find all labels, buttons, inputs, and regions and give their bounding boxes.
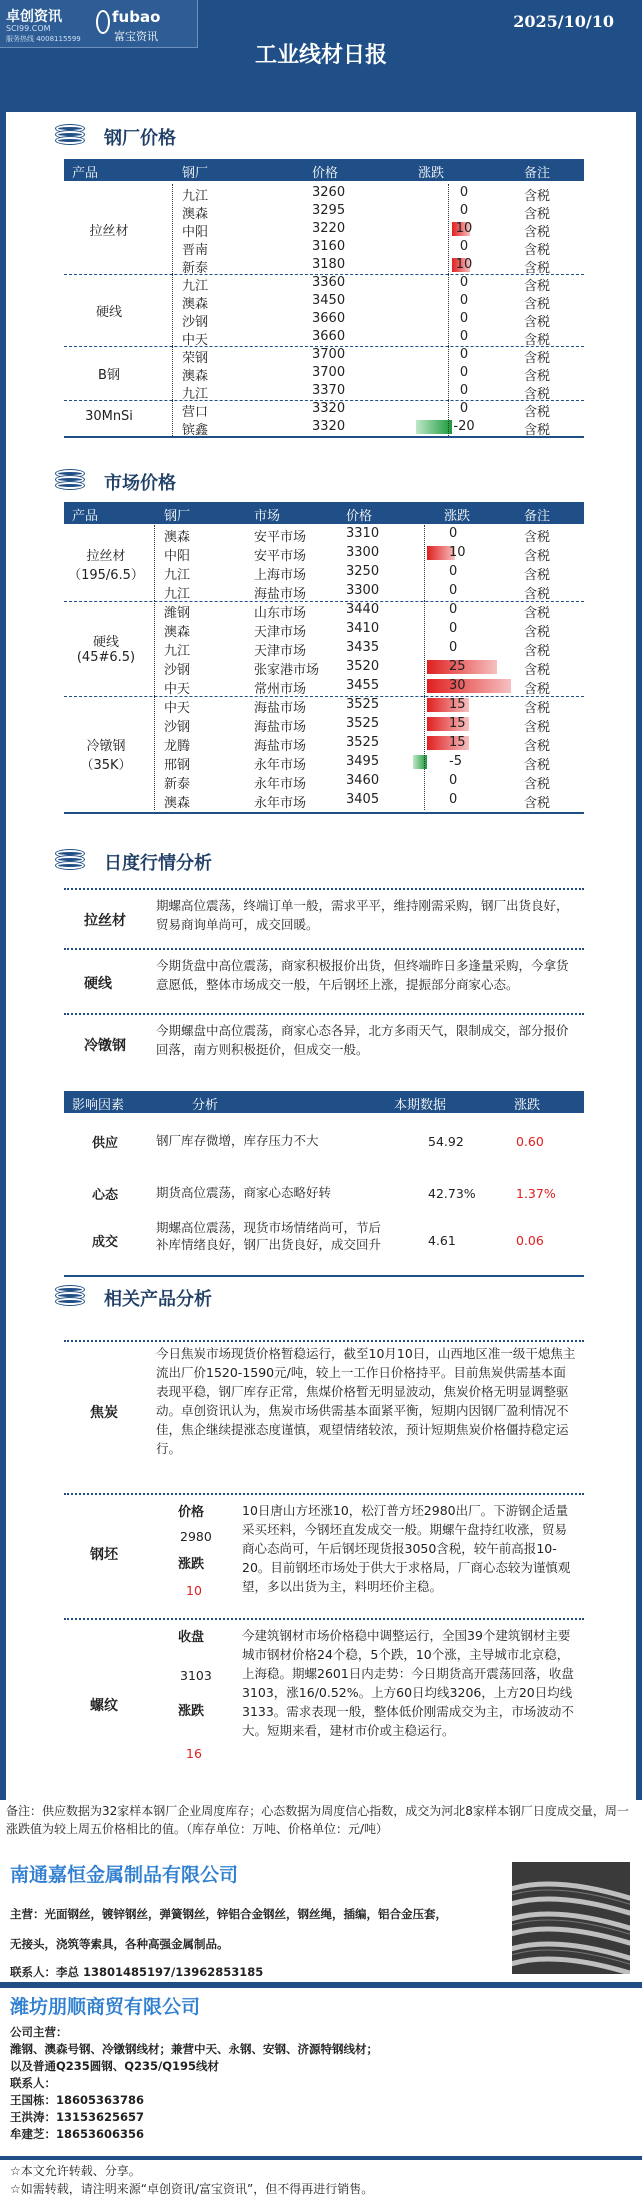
analysis-text: 期螺高位震荡，终端订单一般，需求平平，维持刚需采购，钢厂出货良好，贸易商询单尚可，成交回暖。 <box>156 898 569 932</box>
stack-icon <box>56 850 86 872</box>
table-row <box>64 753 584 771</box>
cell: 3160 <box>312 239 346 254</box>
cell: 安平市场 <box>254 549 307 564</box>
change-bar <box>427 679 511 693</box>
factor-text: 期货高位震荡，商家心态略好转 <box>156 1185 332 1200</box>
cell: 3260 <box>312 185 346 200</box>
cell: 含税 <box>524 530 551 545</box>
product-group-spec: (45#6.5) <box>76 649 136 665</box>
table-row <box>64 328 584 346</box>
cell: 澳森 <box>182 369 209 384</box>
product-group-label: 30MnSi <box>85 409 133 424</box>
cell: 3295 <box>312 203 346 218</box>
cell: 上海市场 <box>254 568 307 583</box>
analysis-key: 硬线 <box>84 975 112 992</box>
cell: 0 <box>449 526 458 541</box>
logo-sci99: 卓创资讯 <box>6 9 62 25</box>
stack-icon <box>56 1286 86 1308</box>
table-row <box>64 220 584 238</box>
footnote: 备注：供应数据为32家样本钢厂企业周度库存；心态数据为周度信心指数，成交为河北8家样本钢厂日度成交量，周一涨跌值为较上周五价格相比的值。（库存单位：万吨、价格单位：元/吨） <box>0 1800 642 1852</box>
product-key: 螺纹 <box>90 1697 118 1714</box>
cell: 荣钢 <box>182 351 209 366</box>
product-group-label: 硬线 <box>95 305 122 320</box>
factor-value: 42.73% <box>428 1186 476 1201</box>
cell: 沙钢 <box>182 315 209 330</box>
factor-key: 心态 <box>92 1188 119 1203</box>
cell: 含税 <box>524 644 551 659</box>
factor-table-header <box>64 1091 584 1113</box>
cell: 0 <box>459 275 469 290</box>
cell: 3525 <box>346 735 380 750</box>
cell: 含税 <box>524 261 551 276</box>
cell: 中天 <box>164 682 191 697</box>
cell: 含税 <box>524 189 551 204</box>
cell: 0 <box>459 401 469 416</box>
column-divider <box>172 184 173 274</box>
cell: 含税 <box>524 758 551 773</box>
column-divider <box>154 601 155 696</box>
factor-value: 4.61 <box>428 1233 456 1248</box>
report-header <box>0 0 642 112</box>
column-divider <box>448 346 449 400</box>
product-text: 今建筑钢材市场价格稳中调整运行，全国39个建筑钢材主要城市钢材价格24个稳，5个跌，10个涨，主导城市北京稳，上海稳。期螺2601日内走势：今日期货高开震荡回落，收盘3103，涨16/0.52%。上方60日均线3206，上方20日均线3133。需求表现一般，整体低价刚需成交为主，市场波动不大。短期来看，建材市价或主稳运行。 <box>242 1628 574 1738</box>
cell: 3660 <box>312 311 346 326</box>
product-group-label: 硬线 <box>92 634 119 650</box>
column-divider <box>424 601 425 696</box>
column-header: 钢厂 <box>164 509 191 524</box>
cell: 15 <box>449 697 466 712</box>
cell: 中天 <box>182 333 209 348</box>
change-value: 10 <box>186 1583 202 1598</box>
cell: 3660 <box>312 329 346 344</box>
change-label: 涨跌 <box>178 1557 205 1572</box>
cell: 海盐市场 <box>254 701 307 716</box>
column-header: 产品 <box>72 166 99 181</box>
table-row <box>64 696 584 714</box>
column-divider <box>424 525 425 601</box>
change-bar <box>416 420 452 434</box>
factor-change: 0.06 <box>516 1233 544 1248</box>
column-divider <box>154 696 155 810</box>
cell: 含税 <box>524 739 551 754</box>
table-row <box>64 346 584 364</box>
cell: 九江 <box>164 644 191 659</box>
cell: 天津市场 <box>254 644 307 659</box>
cell: 10 <box>455 221 473 236</box>
cell: 九江 <box>182 189 209 204</box>
column-divider <box>172 346 173 400</box>
ad-line: 公司主营： <box>10 2025 68 2039</box>
column-divider <box>154 525 155 601</box>
cell: 含税 <box>524 279 551 294</box>
cell: 3320 <box>312 401 346 416</box>
cell: 0 <box>459 383 469 398</box>
cell: 3405 <box>346 792 380 807</box>
cell: 3495 <box>346 754 380 769</box>
ad-line: 牟建芝：18653606356 <box>10 2127 145 2141</box>
cell: 含税 <box>524 777 551 792</box>
cell: 海盐市场 <box>254 587 307 602</box>
product-group-spec: （35K） <box>80 758 132 773</box>
cell: 含税 <box>524 351 551 366</box>
table-row <box>64 620 584 638</box>
cell: 张家港市场 <box>254 663 320 678</box>
product-text: 今日焦炭市场现货价格暂稳运行，截至10月10日，山西地区准一级干熄焦主流出厂价1520-1590元/吨，较上一工作日价格持平。目前焦炭供需基本面表现平稳，钢厂库存正常，焦煤价格暂无明显波动，焦炭价格无明显调整驱动。卓创资讯认为，焦炭市场供需基本面紧平衡，短期内因钢厂盈利情况不佳，焦企继续提涨态度谨慎，观望情绪较浓，预计短期焦炭价格僵持稳定运行。 <box>156 1346 576 1456</box>
section-heading: 市场价格 <box>104 473 176 494</box>
cell: 中阳 <box>164 549 191 564</box>
cell: 含税 <box>524 387 551 402</box>
cell: 0 <box>449 602 458 617</box>
cell: 0 <box>449 583 458 598</box>
ad-company-name: 潍坊朋顺商贸有限公司 <box>10 1996 201 2018</box>
footer <box>0 2160 642 2211</box>
table-row <box>64 525 584 543</box>
table-row <box>64 364 584 382</box>
cell: 新泰 <box>164 777 191 792</box>
column-header: 备注 <box>524 166 551 181</box>
factor-change: 0.60 <box>516 1134 544 1149</box>
logo-sci99-url: SCI99.COM <box>6 24 51 33</box>
cell: 含税 <box>524 297 551 312</box>
stack-layer <box>56 1298 84 1305</box>
ad-line: 王洪涛：13153625657 <box>10 2110 145 2124</box>
cell: 镔鑫 <box>182 423 209 438</box>
product-group-label: 拉丝材 <box>89 224 129 239</box>
price-label: 价格 <box>178 1505 205 1520</box>
change-label: 涨跌 <box>178 1704 205 1719</box>
cell: 九江 <box>164 587 191 602</box>
cell: 3700 <box>312 365 346 380</box>
table-row <box>64 418 584 436</box>
cell: 3320 <box>312 419 346 434</box>
stack-layer <box>56 137 84 144</box>
cell: 含税 <box>524 796 551 811</box>
analysis-divider <box>64 888 584 890</box>
factor-text: 期螺高位震荡，现货市场情绪尚可，节后补库情绪良好，钢厂出货良好，成交回升 <box>156 1220 382 1252</box>
cell: 九江 <box>182 279 209 294</box>
cell: 3410 <box>346 621 380 636</box>
cell: -20 <box>453 419 475 434</box>
price-value: 2980 <box>180 1529 212 1544</box>
column-header: 价格 <box>346 509 373 524</box>
cell: 15 <box>449 735 466 750</box>
cell: 海盐市场 <box>254 739 307 754</box>
change-value: 16 <box>186 1746 202 1761</box>
column-header: 价格 <box>312 166 339 181</box>
fubao-logo-icon <box>96 10 110 34</box>
cell: 营口 <box>182 405 209 420</box>
table-bottom <box>64 812 584 814</box>
cell: 含税 <box>524 701 551 716</box>
cell: 山东市场 <box>254 606 307 621</box>
cell: 邢钢 <box>164 758 191 773</box>
cell: 30 <box>449 678 466 693</box>
page-title: 工业线材日报 <box>254 43 387 68</box>
cell: 含税 <box>524 423 551 438</box>
product-group-label: 冷镦钢 <box>86 739 126 754</box>
logo-sci99-tag: 服务热线 4008115599 <box>6 35 81 43</box>
table-row <box>64 310 584 328</box>
analysis-divider <box>64 1493 584 1495</box>
product-text: 10日唐山方坯涨10，松汀普方坯2980出厂。下游钢企适量采买坯料，今钢坯直发成交一般。期螺午盘持红收涨，贸易商心态尚可，午后钢坯现货报3050含税，较午前高报10-20。目前钢坯市场处于供大于求格局，厂商心态较为谨慎观望，多以出货为主，料明坯价主稳。 <box>242 1503 571 1594</box>
analysis-divider <box>64 948 584 950</box>
table-row <box>64 238 584 256</box>
cell: 含税 <box>524 606 551 621</box>
factor-text: 钢厂库存微增，库存压力不大 <box>156 1133 319 1148</box>
cell: 潍钢 <box>164 606 191 621</box>
cell: 龙腾 <box>164 739 191 754</box>
column-header: 涨跌 <box>514 1098 541 1113</box>
table-row <box>64 658 584 676</box>
table-row <box>64 400 584 418</box>
table-row <box>64 734 584 752</box>
cell: 3370 <box>312 383 346 398</box>
cell: 含税 <box>524 405 551 420</box>
cell: 新泰 <box>182 261 209 276</box>
ad-line: 联系人： <box>10 2076 56 2090</box>
stack-icon <box>56 470 86 492</box>
table-row <box>64 184 584 202</box>
table-row <box>64 639 584 657</box>
ad-line: 以及普通Q235圆钢、Q235/Q195线材 <box>10 2059 220 2073</box>
cell: 中天 <box>164 701 191 716</box>
column-header: 本期数据 <box>394 1098 447 1113</box>
column-divider <box>448 274 449 346</box>
cell: 3300 <box>346 545 380 560</box>
cell: 永年市场 <box>254 796 307 811</box>
cell: 天津市场 <box>254 625 307 640</box>
column-divider <box>424 696 425 810</box>
cell: 安平市场 <box>254 530 307 545</box>
cell: 含税 <box>524 587 551 602</box>
table-row <box>64 256 584 274</box>
ad-weifang <box>0 1986 642 2156</box>
column-header: 涨跌 <box>418 166 445 181</box>
cell: 0 <box>449 792 458 807</box>
column-header: 分析 <box>192 1098 219 1113</box>
cell: 中阳 <box>182 225 209 240</box>
cell: 常州市场 <box>254 682 307 697</box>
cell: 海盐市场 <box>254 720 307 735</box>
cell: 0 <box>449 564 458 579</box>
cell: 含税 <box>524 243 551 258</box>
cell: 0 <box>459 311 469 326</box>
cell: 含税 <box>524 663 551 678</box>
cell: 0 <box>459 203 469 218</box>
cell: 含税 <box>524 369 551 384</box>
stack-icon <box>56 125 86 147</box>
factor-key: 成交 <box>92 1235 119 1250</box>
table-row <box>64 677 584 695</box>
cell: 沙钢 <box>164 663 191 678</box>
table-row <box>64 582 584 600</box>
cell: 0 <box>449 621 458 636</box>
analysis-divider <box>64 1340 584 1342</box>
cell: 3520 <box>346 659 380 674</box>
cell: 3250 <box>346 564 380 579</box>
cell: 含税 <box>524 225 551 240</box>
column-header: 涨跌 <box>444 509 471 524</box>
section-heading: 日度行情分析 <box>104 853 212 874</box>
cell: 沙钢 <box>164 720 191 735</box>
product-group-label: B钢 <box>98 368 120 383</box>
ad-nantong <box>0 1852 642 1982</box>
cell: 10 <box>455 257 473 272</box>
product-group-spec: （195/6.5） <box>68 568 144 583</box>
analysis-divider <box>64 1013 584 1015</box>
cell: 九江 <box>182 387 209 402</box>
analysis-key: 拉丝材 <box>84 913 126 929</box>
column-header: 产品 <box>72 509 99 524</box>
table-row <box>64 601 584 619</box>
ad-line: 潍钢、澳森号钢、冷镦钢线材；兼营中天、永钢、安钢、济源特钢线材； <box>10 2042 378 2056</box>
table-row <box>64 544 584 562</box>
stack-layer <box>56 482 84 489</box>
ad-line: 王国栋：18605363786 <box>10 2093 145 2107</box>
price-value: 3103 <box>180 1668 212 1683</box>
analysis-text: 今期货盘中高位震荡，商家积极报价出货，但终端昨日多逢量采购，今拿货意愿低，整体市场成交一般，午后钢坯上涨，提振部分商家心态。 <box>156 958 569 992</box>
product-key: 钢坯 <box>90 1547 118 1563</box>
cell: 九江 <box>164 568 191 583</box>
price-label: 收盘 <box>178 1630 205 1645</box>
column-header: 市场 <box>254 509 281 524</box>
cell: 0 <box>459 329 469 344</box>
cell: 含税 <box>524 682 551 697</box>
cell: 含税 <box>524 720 551 735</box>
logo-fubao-sub: 富宝资讯 <box>114 30 158 43</box>
cell: 含税 <box>524 568 551 583</box>
steel-wire-image <box>512 1862 630 1974</box>
cell: 0 <box>449 640 458 655</box>
factor-key: 供应 <box>92 1136 119 1151</box>
cell: 澳森 <box>182 207 209 222</box>
cell: 25 <box>449 659 466 674</box>
cell: 3360 <box>312 275 346 290</box>
section-heading: 相关产品分析 <box>104 1289 212 1310</box>
cell: 3525 <box>346 716 380 731</box>
factor-value: 54.92 <box>428 1134 464 1149</box>
cell: -5 <box>449 754 462 769</box>
cell: 3180 <box>312 257 346 272</box>
ad-company-name: 南通嘉恒金属制品有限公司 <box>10 1864 239 1886</box>
cell: 3310 <box>346 526 380 541</box>
column-divider <box>448 400 449 436</box>
stack-layer <box>56 862 84 869</box>
cell: 3460 <box>346 773 380 788</box>
table-row <box>64 791 584 809</box>
report-date: 2025/10/10 <box>513 12 614 31</box>
cell: 0 <box>459 347 469 362</box>
cell: 3440 <box>346 602 380 617</box>
section-heading: 钢厂价格 <box>104 128 176 149</box>
cell: 含税 <box>524 207 551 222</box>
cell: 0 <box>459 239 469 254</box>
column-header: 影响因素 <box>72 1098 125 1113</box>
cell: 3525 <box>346 697 380 712</box>
product-group-label: 拉丝材 <box>86 549 126 564</box>
table-row <box>64 382 584 400</box>
cell: 3435 <box>346 640 380 655</box>
product-key: 焦炭 <box>90 1405 118 1421</box>
cell: 0 <box>449 773 458 788</box>
analysis-text: 今期螺盘中高位震荡，商家心态各异，北方多雨天气，限制成交，部分报价回落，南方则积极挺价，但成交一般。 <box>156 1023 569 1057</box>
analysis-divider <box>64 1618 584 1620</box>
cell: 3455 <box>346 678 380 693</box>
column-header: 钢厂 <box>182 166 209 181</box>
ad-lines <box>10 2024 378 2143</box>
table-row <box>64 715 584 733</box>
cell: 3300 <box>346 583 380 598</box>
table-bottom <box>64 436 584 438</box>
cell: 10 <box>449 545 466 560</box>
table-row <box>64 563 584 581</box>
cell: 3700 <box>312 347 346 362</box>
factor-change: 1.37% <box>516 1186 556 1201</box>
logo-fubao: fubao <box>112 8 161 26</box>
ad-line: 主营：光面钢丝，镀锌钢丝，弹簧钢丝，锌铝合金钢丝，钢丝绳，插编，铝合金压套， <box>10 1907 447 1921</box>
column-divider <box>172 400 173 436</box>
footer-line: ☆如需转载，请注明来源“卓创资讯/富宝资讯”，但不得再进行销售。 <box>10 2182 374 2196</box>
table-bottom <box>64 1275 584 1277</box>
cell: 澳森 <box>182 297 209 312</box>
cell: 0 <box>459 185 469 200</box>
cell: 晋南 <box>182 243 209 258</box>
cell: 3450 <box>312 293 346 308</box>
analysis-key: 冷镦钢 <box>84 1038 126 1054</box>
column-header: 备注 <box>524 509 551 524</box>
table-row <box>64 772 584 790</box>
table-row <box>64 274 584 292</box>
cell: 永年市场 <box>254 777 307 792</box>
column-divider <box>172 274 173 346</box>
cell: 含税 <box>524 625 551 640</box>
main-panel <box>6 112 636 1800</box>
cell: 含税 <box>524 315 551 330</box>
cell: 澳森 <box>164 796 191 811</box>
ad-line: 无接头，浇筑等索具，各种高强金属制品。 <box>10 1937 229 1951</box>
cell: 含税 <box>524 549 551 564</box>
cell: 澳森 <box>164 625 191 640</box>
column-divider <box>448 184 449 274</box>
cell: 0 <box>459 365 469 380</box>
table-row <box>64 202 584 220</box>
cell: 含税 <box>524 333 551 348</box>
cell: 3220 <box>312 221 346 236</box>
cell: 永年市场 <box>254 758 307 773</box>
ad-contact: 联系人：李总 13801485197/13962853185 <box>10 1965 264 1979</box>
cell: 0 <box>459 293 469 308</box>
cell: 15 <box>449 716 466 731</box>
footer-line: ☆本文允许转载、分享。 <box>10 2164 141 2178</box>
table-header <box>64 502 584 524</box>
table-row <box>64 292 584 310</box>
cell: 澳森 <box>164 530 191 545</box>
table-header <box>64 159 584 181</box>
